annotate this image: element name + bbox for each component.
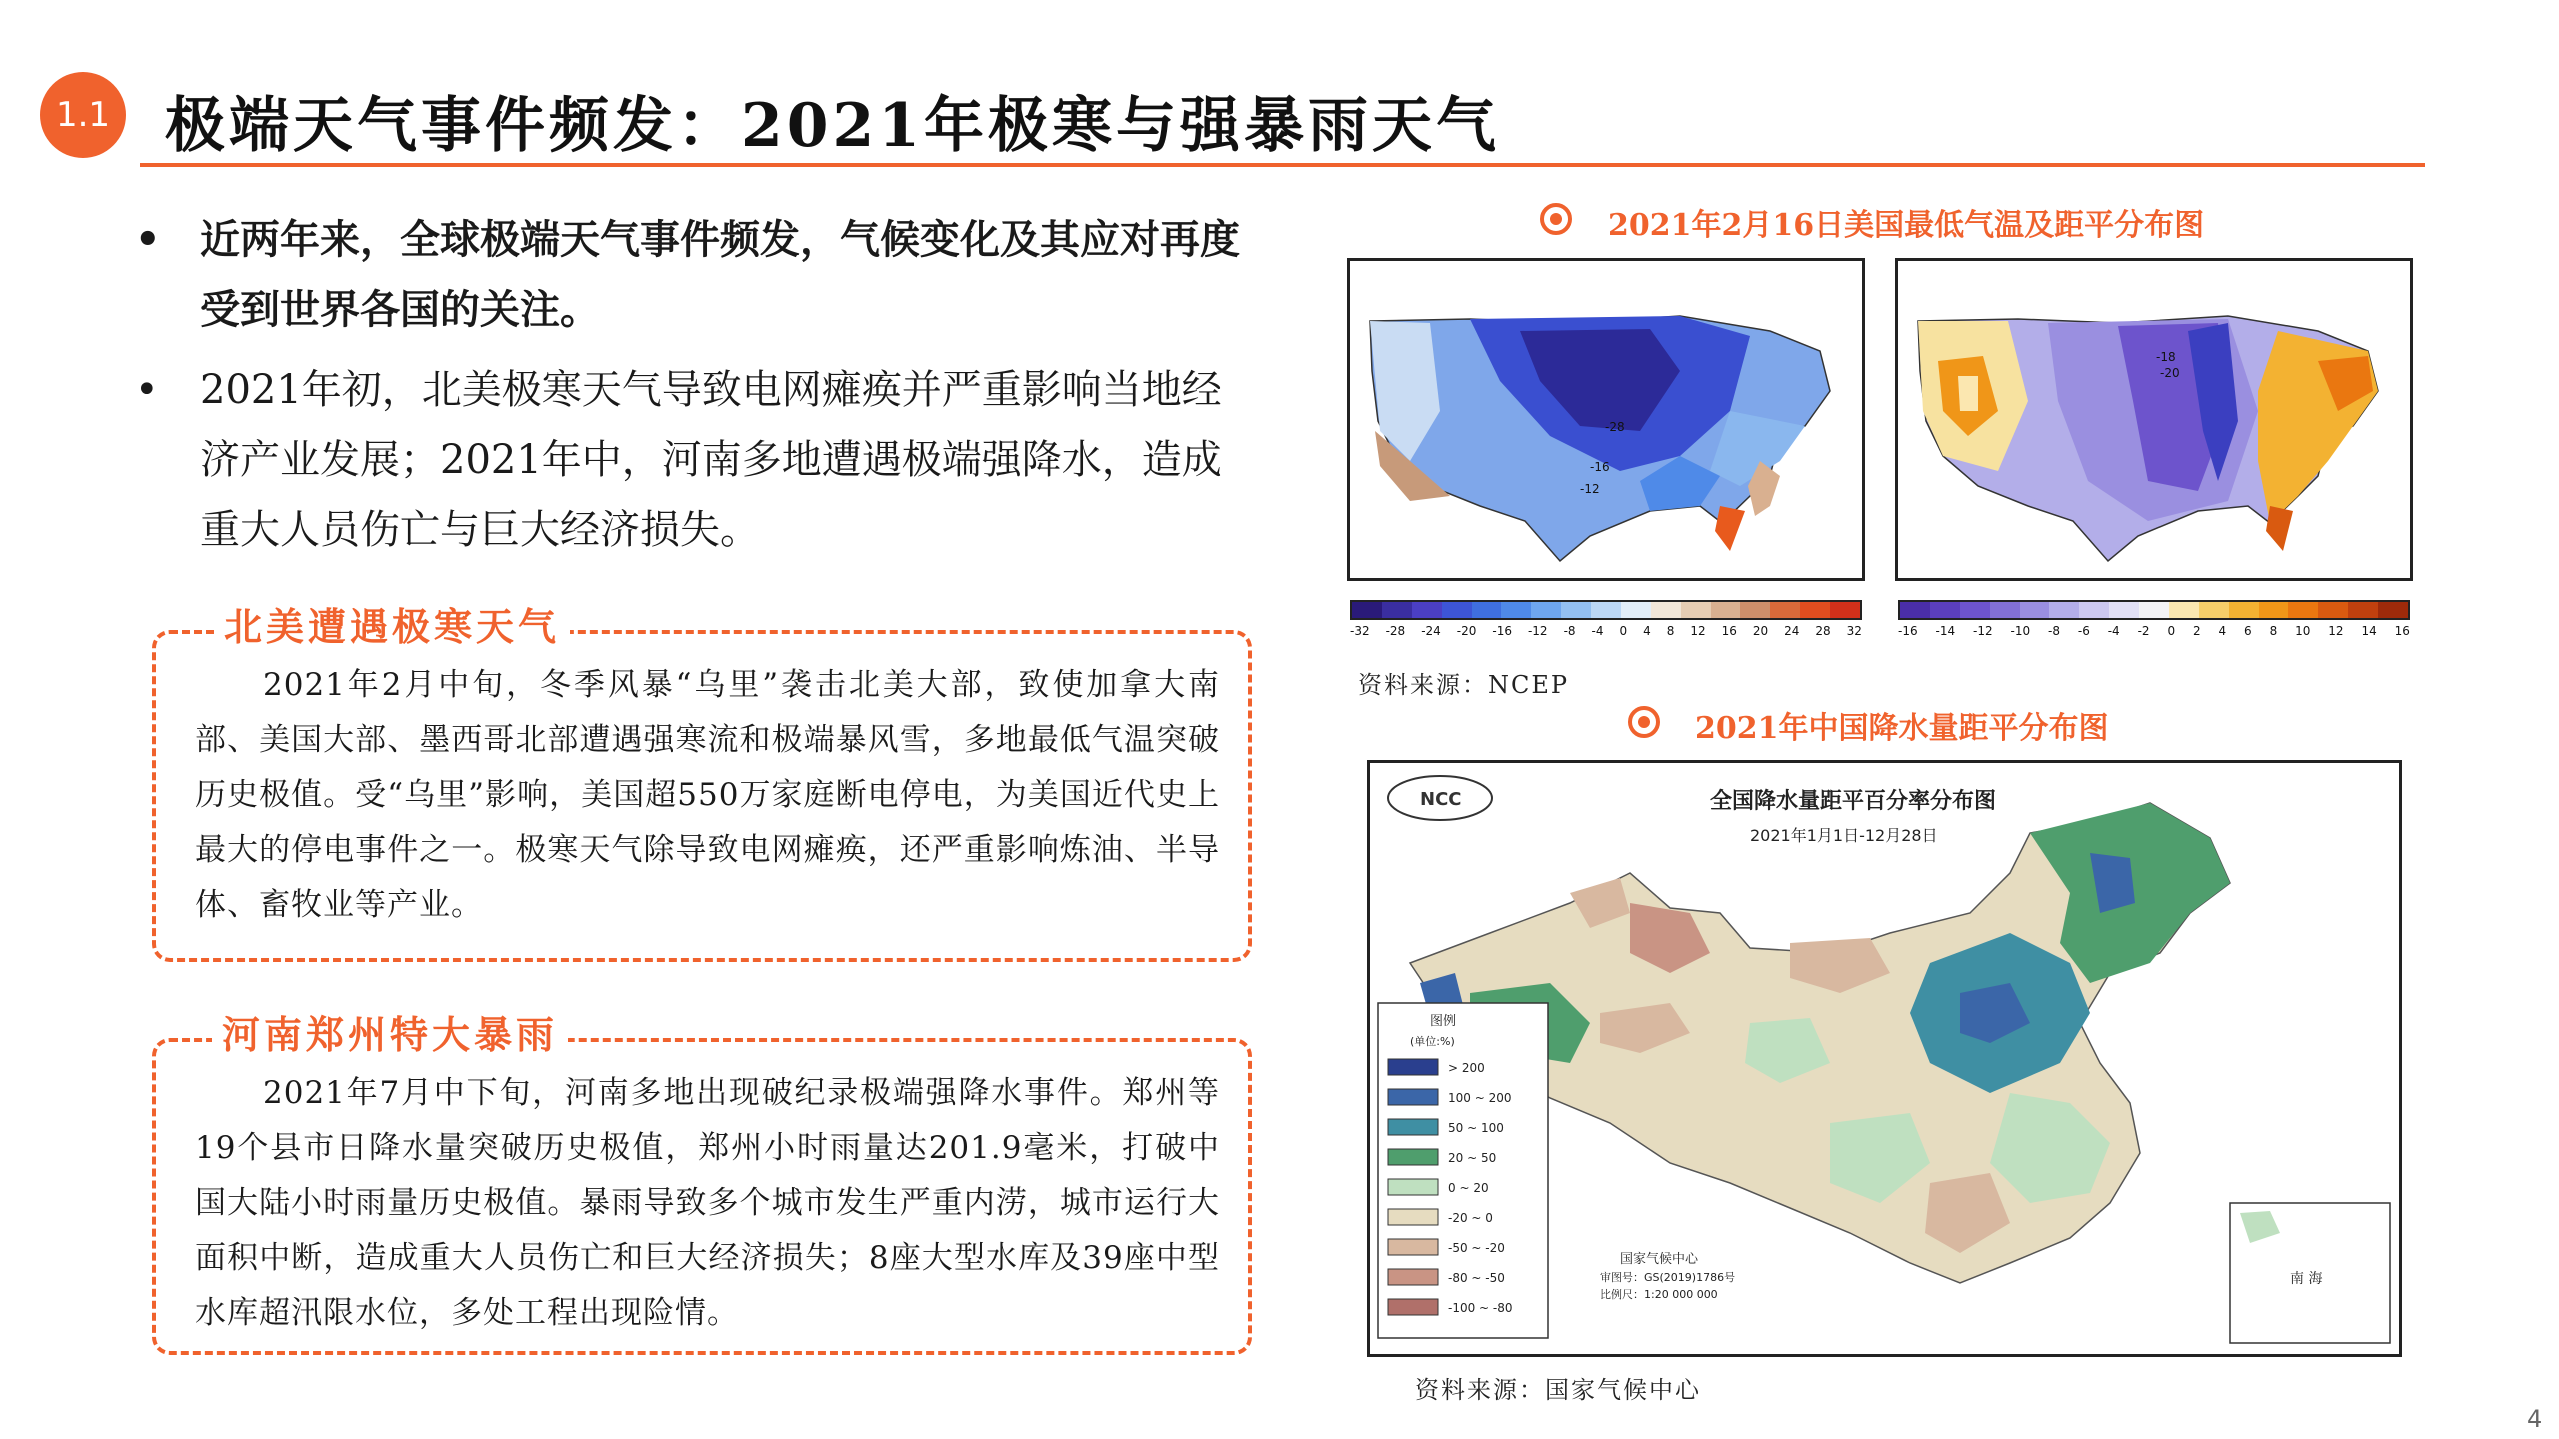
bullet-2 xyxy=(135,355,1260,565)
map2-label-2: -20 xyxy=(2160,366,2180,380)
legend-swatch xyxy=(1388,1149,1438,1165)
china-precip-anomaly-map xyxy=(1367,760,2402,1357)
colorbar-tick-label: 12 xyxy=(1690,624,1706,638)
colorbar-swatch xyxy=(2109,602,2139,618)
legend-swatch xyxy=(1388,1059,1438,1075)
colorbar-anomaly-ticks xyxy=(1898,624,2410,638)
colorbar-swatch xyxy=(2259,602,2289,618)
colorbar-tick-label: 0 xyxy=(2167,624,2176,638)
legend-label: 50 ~ 100 xyxy=(1448,1121,1504,1135)
colorbar-tick-label: -16 xyxy=(1492,624,1512,638)
legend-label: -80 ~ -50 xyxy=(1448,1271,1505,1285)
colorbar-swatch xyxy=(1561,602,1591,618)
colorbar-swatch xyxy=(1352,602,1382,618)
legend-swatch xyxy=(1388,1269,1438,1285)
colorbar-tick-label: -16 xyxy=(1898,624,1918,638)
bullet-2-text: 2021年初，北美极寒天气导致电网瘫痪并严重影响当地经济产业发展；2021年中，河南多地遭遇极端强降水，造成重大人员伤亡与巨大经济损失。 xyxy=(200,367,1222,553)
legend-label: > 200 xyxy=(1448,1061,1485,1075)
rainstorm-box-text: 2021年7月中下旬，河南多地出现破纪录极端强降水事件。郑州等19个县市日降水量突破历史极值，郑州小时雨量达201.9毫米，打破中国大陆小时雨量历史极值。暴雨导致多个城市发生严重内涝，城市运行大面积中断，造成重大人员伤亡和巨大经济损失；8座大型水库及39座中型水库超汛限水位，多处工程出现险情。 xyxy=(195,1075,1220,1331)
colorbar-swatch xyxy=(1382,602,1412,618)
colorbar-min-temp-ticks xyxy=(1350,624,1862,638)
colorbar-tick-label: -2 xyxy=(2137,624,2150,638)
colorbar-tick-label: -28 xyxy=(1385,624,1406,638)
colorbar-swatch xyxy=(1770,602,1800,618)
colorbar-tick-label: 10 xyxy=(2295,624,2311,638)
us-figure-caption: 2021年2月16日美国最低气温及距平分布图 xyxy=(1608,208,2205,243)
legend-swatch xyxy=(1388,1089,1438,1105)
colorbar-tick-label: -4 xyxy=(2107,624,2120,638)
colorbar-swatch xyxy=(1621,602,1651,618)
legend-swatch xyxy=(1388,1299,1438,1315)
colorbar-tick-label: -24 xyxy=(1421,624,1441,638)
colorbar-swatch xyxy=(1412,602,1442,618)
colorbar-swatch xyxy=(2020,602,2050,618)
us-min-temp-map xyxy=(1347,258,1865,581)
colorbar-tick-label: 12 xyxy=(2328,624,2344,638)
colorbar-swatch xyxy=(2288,602,2318,618)
colorbar-tick-label: -12 xyxy=(1973,624,1993,638)
colorbar-tick-label: -4 xyxy=(1591,624,1604,638)
colorbar-tick-label: 8 xyxy=(2269,624,2278,638)
colorbar-tick-label: 6 xyxy=(2244,624,2252,638)
colorbar-tick-label: 28 xyxy=(1815,624,1831,638)
colorbar-swatch xyxy=(1472,602,1502,618)
colorbar-swatch xyxy=(2229,602,2259,618)
legend-swatch xyxy=(1388,1239,1438,1255)
us-figure-source: 资料来源：NCEP xyxy=(1358,671,1570,699)
legend-swatch xyxy=(1388,1209,1438,1225)
colorbar-tick-label: -12 xyxy=(1527,624,1548,638)
colorbar-swatch xyxy=(2318,602,2348,618)
colorbar-swatch xyxy=(2049,602,2079,618)
colorbar-tick-label: 4 xyxy=(1643,624,1651,638)
us-temp-anomaly-map xyxy=(1895,258,2413,581)
china-map-title: 全国降水量距平百分率分布图 xyxy=(1710,789,1997,814)
colorbar-swatch xyxy=(1442,602,1472,618)
colorbar-tick-label: 14 xyxy=(2361,624,2377,638)
china-figure-caption: 2021年中国降水量距平分布图 xyxy=(1695,711,2109,746)
colorbar-tick-label: -14 xyxy=(1935,624,1956,638)
legend-label: 100 ~ 200 xyxy=(1448,1091,1512,1105)
legend-label: -50 ~ -20 xyxy=(1448,1241,1505,1255)
map1-label-3: -12 xyxy=(1580,482,1600,496)
colorbar-swatch xyxy=(1900,602,1930,618)
page-number: 4 xyxy=(2527,1405,2543,1433)
page-title: 极端天气事件频发：2021年极寒与强暴雨天气 xyxy=(165,91,1500,161)
colorbar-swatch xyxy=(2169,602,2199,618)
colorbar-swatch xyxy=(1800,602,1830,618)
china-scale: 比例尺：1:20 000 000 xyxy=(1600,1288,1718,1301)
map1-label-1: -28 xyxy=(1605,420,1625,434)
legend-unit: (单位:%) xyxy=(1410,1035,1455,1048)
colorbar-swatch xyxy=(1830,602,1860,618)
colorbar-min-temp xyxy=(1350,600,1862,620)
map2-label-1: -18 xyxy=(2156,350,2176,364)
legend-swatch xyxy=(1388,1179,1438,1195)
colorbar-tick-label: 8 xyxy=(1666,624,1675,638)
bullet-1-text: 近两年来，全球极端天气事件频发，气候变化及其应对再度受到世界各国的关注。 xyxy=(200,216,1240,333)
colorbar-swatch xyxy=(2378,602,2408,618)
colorbar-tick-label: -6 xyxy=(2077,624,2090,638)
colorbar-tick-label: 20 xyxy=(1752,624,1769,638)
colorbar-tick-label: 2 xyxy=(2192,624,2201,638)
colorbar-tick-label: 16 xyxy=(1721,624,1737,638)
colorbar-swatch xyxy=(1651,602,1681,618)
colorbar-swatch xyxy=(1740,602,1770,618)
target-icon xyxy=(1628,706,1660,738)
legend-label: 0 ~ 20 xyxy=(1448,1181,1489,1195)
colorbar-swatch xyxy=(1960,602,1990,618)
colorbar-swatch xyxy=(1711,602,1741,618)
bullet-marker: • xyxy=(135,367,159,413)
ncc-logo-text: NCC xyxy=(1420,789,1462,810)
legend-title: 图例 xyxy=(1430,1014,1457,1029)
colorbar-swatch xyxy=(2348,602,2378,618)
legend-label: -20 ~ 0 xyxy=(1448,1211,1493,1225)
colorbar-tick-label: -20 xyxy=(1456,624,1477,638)
cold-wave-box-text: 2021年2月中旬，冬季风暴“乌里”袭击北美大部，致使加拿大南部、美国大部、墨西哥北部遭遇强寒流和极端暴风雪，多地最低气温突破历史极值。受“乌里”影响，美国超550万家庭断电停电，为美国近代史上最大的停电事件之一。极寒天气除导致电网瘫痪，还严重影响炼油、半导体、畜牧业等产业。 xyxy=(195,667,1220,923)
colorbar-tick-label: -32 xyxy=(1350,624,1370,638)
target-icon xyxy=(1540,203,1572,235)
colorbar-swatch xyxy=(2139,602,2169,618)
colorbar-swatch xyxy=(1930,602,1960,618)
colorbar-tick-label: -10 xyxy=(2010,624,2031,638)
colorbar-tick-label: -8 xyxy=(1563,624,1576,638)
legend-label: -100 ~ -80 xyxy=(1448,1301,1513,1315)
colorbar-tick-label: 16 xyxy=(2394,624,2410,638)
colorbar-tick-label: -8 xyxy=(2048,624,2060,638)
colorbar-swatch xyxy=(1591,602,1621,618)
colorbar-tick-label: 4 xyxy=(2218,624,2227,638)
colorbar-tick-label: 32 xyxy=(1846,624,1862,638)
cold-wave-box-title: 北美遭遇极寒天气 xyxy=(214,596,570,651)
rainstorm-box-title: 河南郑州特大暴雨 xyxy=(212,1004,568,1059)
section-number-badge: 1.1 xyxy=(40,72,126,158)
colorbar-swatch xyxy=(1501,602,1531,618)
bullet-1 xyxy=(135,205,1260,345)
china-figure-source: 资料来源：国家气候中心 xyxy=(1415,1376,1701,1404)
bullet-marker: • xyxy=(135,216,161,263)
colorbar-swatch xyxy=(1990,602,2020,618)
colorbar-swatch xyxy=(1531,602,1561,618)
china-map-dates: 2021年1月1日-12月28日 xyxy=(1750,826,1938,845)
colorbar-swatch xyxy=(2079,602,2109,618)
colorbar-tick-label: 24 xyxy=(1784,624,1800,638)
legend-label: 20 ~ 50 xyxy=(1448,1151,1497,1165)
title-underline xyxy=(140,163,2425,167)
map1-label-2: -16 xyxy=(1590,460,1610,474)
china-publisher: 国家气候中心 xyxy=(1620,1252,1699,1267)
legend-swatch xyxy=(1388,1119,1438,1135)
colorbar-anomaly xyxy=(1898,600,2410,620)
south-china-sea-label: 南 海 xyxy=(2290,1271,2323,1287)
china-approval: 审图号：GS(2019)1786号 xyxy=(1600,1271,1736,1284)
colorbar-swatch xyxy=(1681,602,1711,618)
colorbar-tick-label: 0 xyxy=(1619,624,1628,638)
colorbar-swatch xyxy=(2199,602,2229,618)
